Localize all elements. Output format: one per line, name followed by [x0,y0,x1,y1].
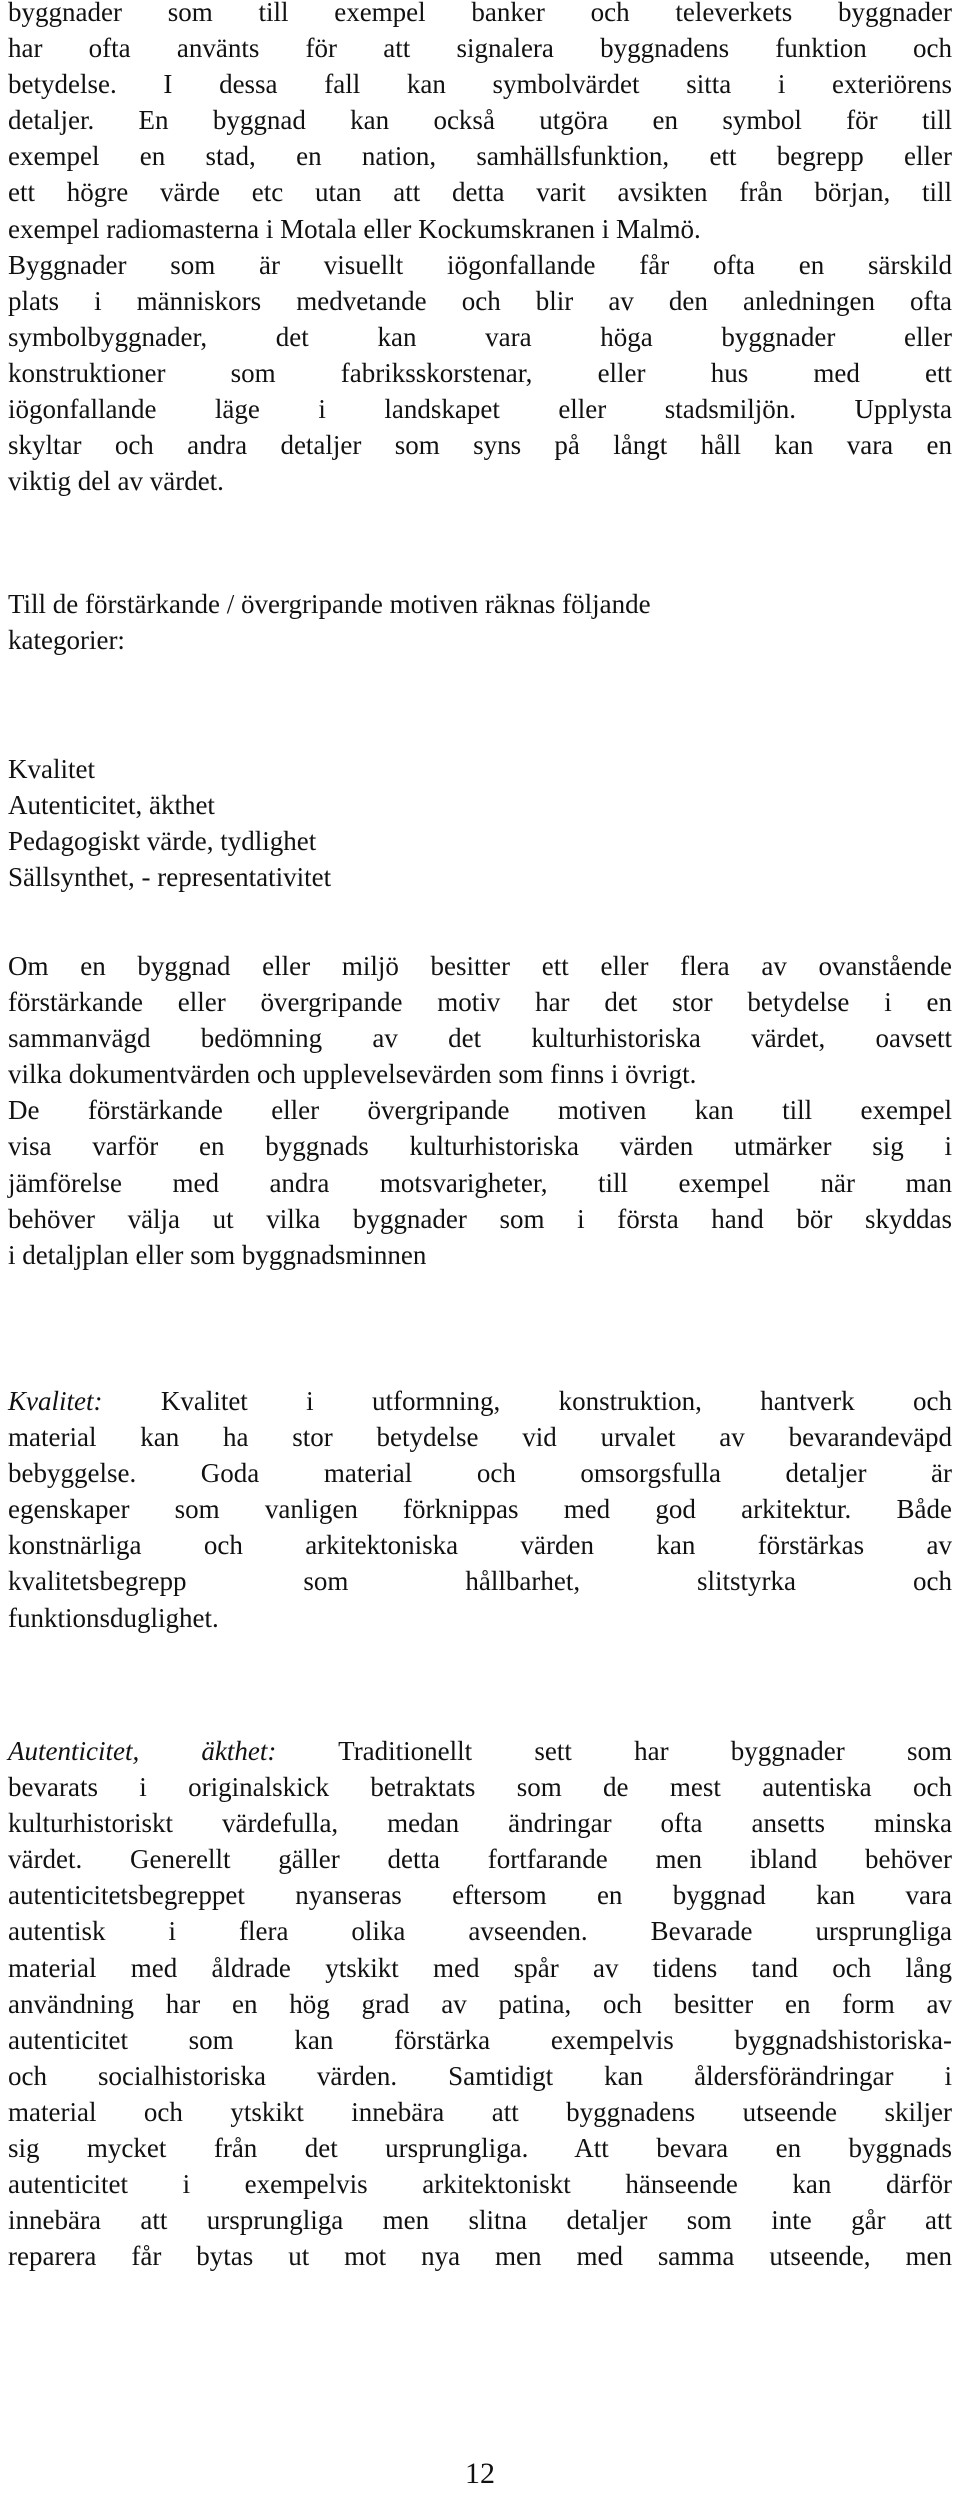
text-line: material och ytskikt innebära att byggnadens utseende skiljer [8,2096,952,2127]
text-line: Om en byggnad eller miljö besitter ett eller flera av ovanstående [8,951,952,981]
text-line: De förstärkande eller övergripande motiven kan till exempel [8,1095,952,1126]
intro-paragraph [8,0,952,499]
text-line: exempel radiomasterna i Motala eller Kockumskranen i Malmö. [8,213,701,244]
text-line: vilka dokumentvärden och upplevelsevärden som finns i övrigt. [8,1059,697,1090]
text-line: iögonfallande läge i landskapet eller stadsmiljön. Upplysta [8,394,952,425]
text-line: bevarats i originalskick betraktats som de mest autentiska och [8,1772,952,1803]
text-line: kvalitetsbegrepp som hållbarhet, slitstyrka och [8,1566,952,1597]
text-line: kategorier: [8,625,125,656]
text-line: har ofta använts för att signalera byggnadens funktion och [8,33,952,64]
text-line: ett högre värde etc utan att detta varit avsikten från början, till [8,177,952,208]
text-line: autenticitetsbegreppet nyanseras eftersom en byggnad kan vara [8,1880,952,1911]
text-line: symbolbyggnader, det kan vara höga byggnader eller [8,321,952,352]
text-line: byggnader som till exempel banker och televerkets byggnader [8,0,952,27]
text-line: kulturhistoriskt värdefulla, medan ändringar ofta ansetts minska [8,1808,952,1839]
category-item: Pedagogiskt värde, tydlighet [8,826,317,857]
text-line: konstnärliga och arkitektoniska värden kan förstärkas av [8,1530,952,1561]
category-item: Kvalitet [8,754,95,784]
text-line: funktionsduglighet. [8,1602,219,1633]
text-line: värdet. Generellt gäller detta fortfarande men ibland behöver [8,1844,952,1875]
autenticitet-first-line: Traditionellt sett har byggnader som [276,1736,952,1766]
kvalitet-heading: Kvalitet: [8,1386,103,1416]
text-line: viktig del av värdet. [8,466,224,497]
kvalitet-first-line: Kvalitet i utformning, konstruktion, hantverk och [102,1386,952,1416]
text-line: sammanvägd bedömning av det kulturhistoriska värdet, oavsett [8,1023,952,1054]
text-line: Till de förstärkande / övergripande motiven räknas följande [8,589,651,619]
text-line: material med åldrade ytskikt med spår av tidens tand och lång [8,1952,952,1983]
text-line: skyltar och andra detaljer som syns på långt håll kan vara en [8,430,952,461]
text-line: exempel en stad, en nation, samhällsfunktion, ett begrepp eller [8,141,952,172]
text-line: egenskaper som vanligen förknippas med god arkitektur. Både [8,1494,952,1525]
text-line: detaljer. En byggnad kan också utgöra en symbol för till [8,105,952,136]
text-line [8,1383,952,1419]
text-line: autenticitet som kan förstärka exempelvis byggnadshistoriska- [8,2024,952,2055]
categories-lead-paragraph [8,586,952,658]
text-line: Byggnader som är visuellt iögonfallande får ofta en särskild [8,249,952,280]
text-line: jämförelse med andra motsvarigheter, till exempel när man [8,1167,952,1198]
text-line: visa varför en byggnads kulturhistoriska värden utmärker sig i [8,1131,952,1162]
category-item: Autenticitet, äkthet [8,790,215,821]
category-list [8,751,952,895]
text-line: sig mycket från det ursprungliga. Att bevara en byggnads [8,2133,952,2164]
category-item: Sällsynthet, - representativitet [8,862,332,893]
text-line: konstruktioner som fabriksskorstenar, eller hus med ett [8,357,952,388]
autenticitet-heading: Autenticitet, äkthet: [8,1736,277,1766]
text-line: bebyggelse. Goda material och omsorgsfulla detaljer är [8,1458,952,1489]
text-line: förstärkande eller övergripande motiv har det stor betydelse i en [8,987,952,1018]
text-line: behöver välja ut vilka byggnader som i första hand bör skyddas [8,1203,952,1234]
kvalitet-section [8,1383,952,1636]
text-line: betydelse. I dessa fall kan symbolvärdet sitta i exteriörens [8,69,952,100]
text-line [8,1733,952,1769]
page-number: 12 [465,2457,495,2490]
text-line: autentisk i flera olika avseenden. Bevarade ursprungliga [8,1916,952,1947]
text-line: reparera får bytas ut mot nya men med samma utseende, men [8,2241,952,2272]
text-line: användning har en hög grad av patina, och besitter en form av [8,1988,952,2019]
text-line: och socialhistoriska värden. Samtidigt kan åldersförändringar i [8,2060,952,2091]
text-line: autenticitet i exempelvis arkitektoniskt hänseende kan därför [8,2169,952,2200]
text-line: plats i människors medvetande och blir av den anledningen ofta [8,285,952,316]
text-line: innebära att ursprungliga men slitna detaljer som inte går att [8,2205,952,2236]
text-line: material kan ha stor betydelse vid urvalet av bevarandeväрd [8,1422,952,1453]
autenticitet-section [8,1733,952,2274]
text-line: i detaljplan eller som byggnadsminnen [8,1239,427,1270]
summary-paragraph [8,948,952,1273]
